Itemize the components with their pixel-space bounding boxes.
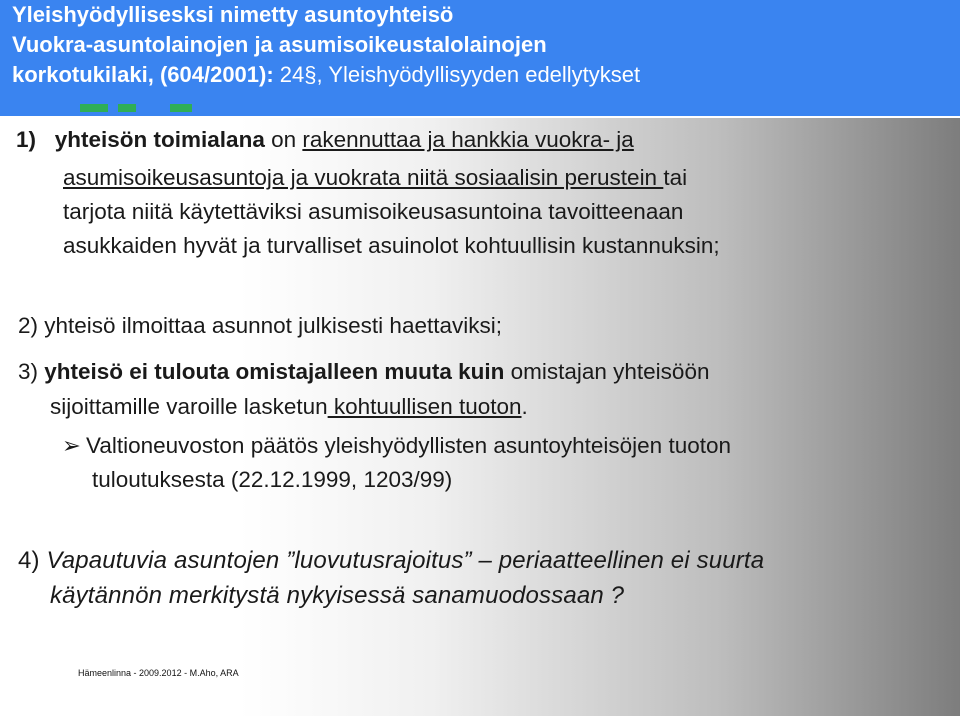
title-line-1: Yleishyödyllisesksi nimetty asuntoyhteisö — [12, 2, 454, 27]
item-1-underlined: rakennuttaa ja hankkia vuokra- ja — [302, 127, 634, 152]
title-line-2: Vuokra-asuntolainojen ja asumisoikeustalolainojen — [12, 32, 547, 57]
item-3-period: . — [521, 394, 528, 419]
item-number: 3) — [18, 359, 45, 384]
item-1-text-2: tai — [663, 165, 688, 190]
accent-bar — [118, 104, 136, 112]
footer-text: Hämeenlinna - 2009.2012 - M.Aho, ARA — [78, 668, 239, 678]
item-1-line-4: asukkaiden hyvät ja turvalliset asuinolot kohtuullisin kustannuksin; — [63, 233, 720, 258]
slide-body — [0, 118, 960, 716]
item-1-line-1 — [16, 124, 634, 156]
arrow-bullet-icon: ➢ — [62, 433, 81, 458]
item-3-line-2 — [50, 391, 528, 423]
item-1-line-2 — [63, 162, 687, 194]
item-4-text: Vapautuvia asuntojen ”luovutusrajoitus” – periaatteellinen ei suurta — [39, 547, 765, 574]
item-2: 2) yhteisö ilmoittaa asunnot julkisesti haettaviksi; — [18, 313, 502, 338]
sub-bullet-text: Valtioneuvoston päätös yleishyödyllisten asuntoyhteisöjen tuoton — [86, 433, 732, 458]
accent-bar — [80, 104, 108, 112]
item-1-text: on — [264, 127, 303, 152]
item-3-text-2: sijoittamille varoille lasketun — [50, 394, 328, 419]
item-4-line-1 — [18, 545, 764, 577]
title-line-3 — [12, 62, 640, 88]
accent-bar — [170, 104, 192, 112]
item-3-text: omistajan yhteisöön — [504, 359, 710, 384]
title-line-3-normal: 24§, Yleishyödyllisyyden edellytykset — [279, 62, 641, 87]
title-line-3-bold: korkotukilaki, (604/2001): — [12, 62, 280, 87]
item-3-line-1 — [18, 356, 709, 388]
item-1-bold: yhteisön toimialana — [54, 127, 265, 152]
sub-bullet-line-1 — [62, 430, 731, 462]
sub-bullet-line-2: tuloutuksesta (22.12.1999, 1203/99) — [92, 467, 453, 492]
item-number: 1) — [16, 127, 37, 152]
item-3-underlined: kohtuullisen tuoton — [327, 394, 522, 419]
title-banner — [0, 0, 960, 118]
item-4-line-2: käytännön merkitystä nykyisessä sanamuodossaan ? — [50, 582, 625, 609]
item-number: 4) — [18, 547, 40, 574]
item-1-line-3: tarjota niitä käytettäviksi asumisoikeusasuntoina tavoitteenaan — [63, 199, 684, 224]
item-1-underlined-2: asumisoikeusasuntoja ja vuokrata niitä sosiaalisin perustein — [63, 165, 664, 190]
item-3-bold: yhteisö ei tulouta omistajalleen muuta kuin — [44, 359, 505, 384]
